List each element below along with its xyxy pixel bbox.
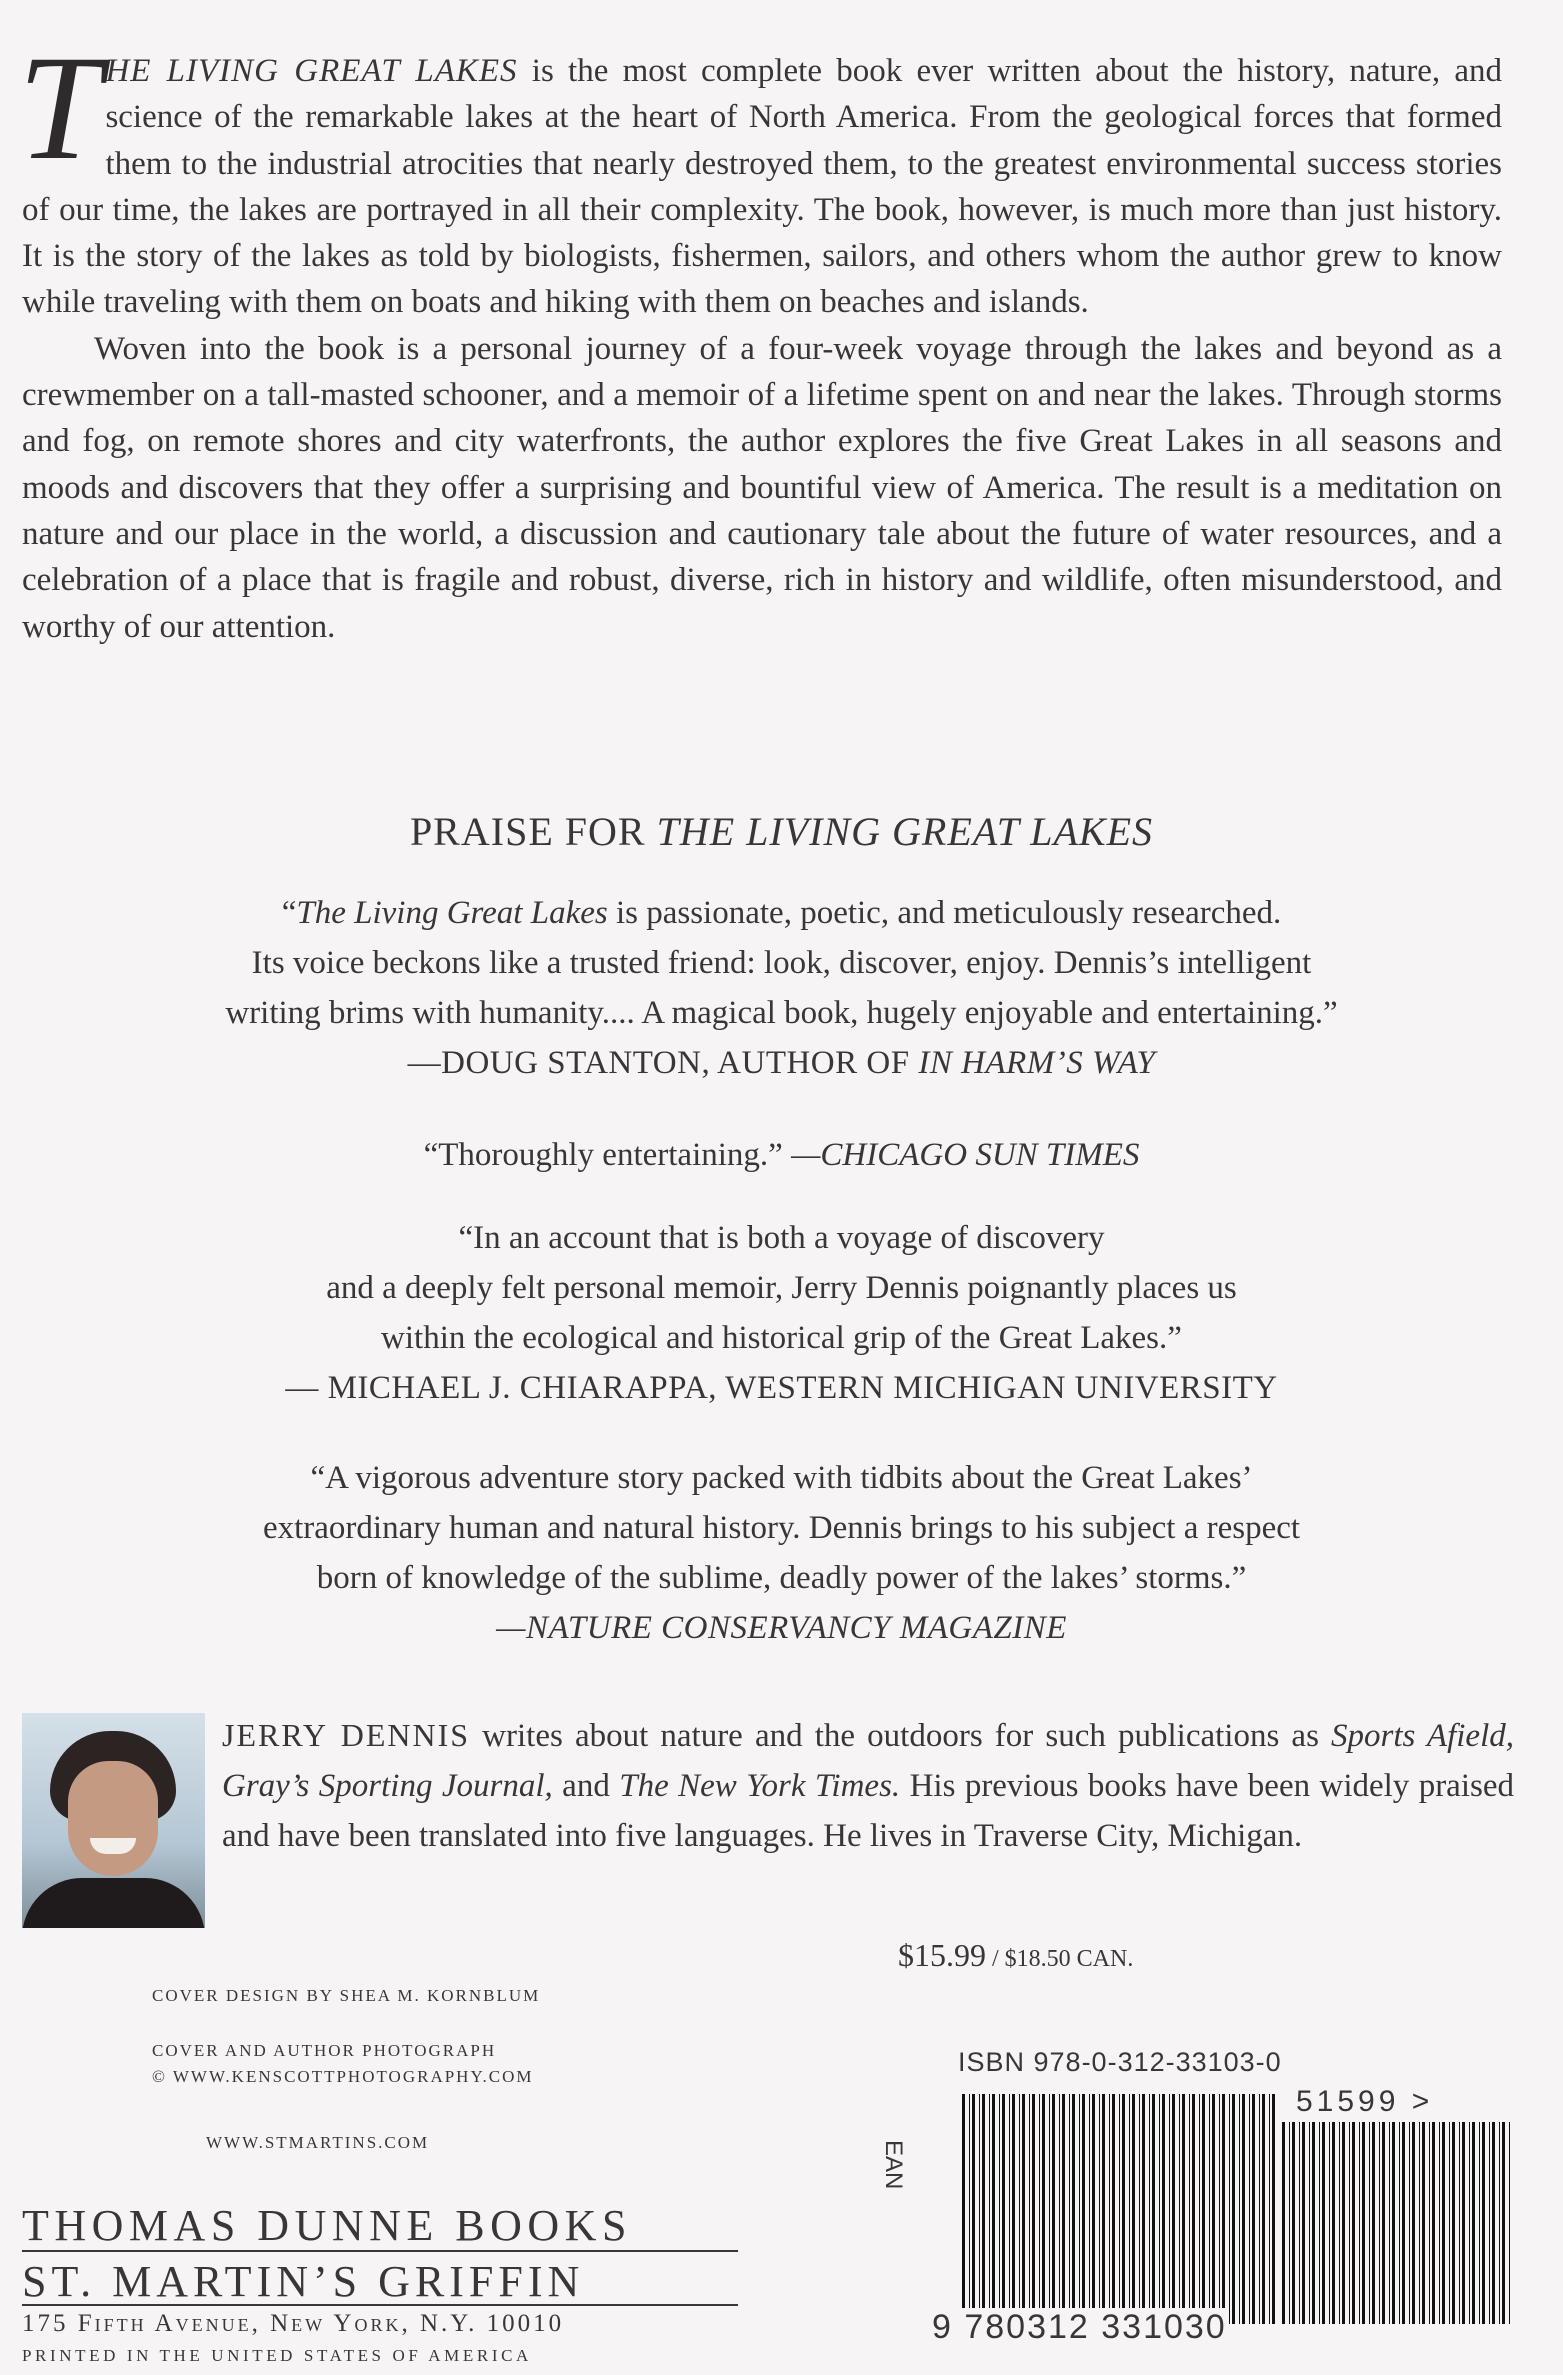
blurb-text-1: is the most complete book ever written about the history, nature, and science of the remarkable lakes at the heart of North America. From the geological forces that formed them to the industrial atrocities that nearly destroyed them, to the greatest environmental success stories of our time, the lakes are portrayed in all their complexity. The book, however, is much more than just history. It is the story of the lakes as told by biologists, fishermen, sailors, and others whom the author grew to know while traveling with them on boats and hiking with them on beaches and islands. [22,53,1502,321]
price-canada: $18.50 CAN. [1004,1946,1134,1972]
praise-heading-plain: PRAISE FOR [409,809,657,854]
description-blurb [18,25,1502,650]
author-name: JERRY DENNIS [222,1717,471,1753]
quote-attribution: — MICHAEL J. CHIARAPPA, WESTERN MICHIGAN UNIVERSITY [285,1370,1278,1406]
barcode-bar [1042,2094,1045,2324]
addon-digits: 51599 > [1296,2085,1434,2118]
barcode-bar [1009,2094,1010,2324]
barcode-bar [1129,2094,1130,2324]
quote-line: extraordinary human and natural history. Dennis brings to his subject a respect [262,1510,1301,1546]
barcode-bar [1459,2122,1460,2324]
barcode-bar [1142,2094,1145,2324]
photo-face [68,1761,158,1876]
quote-stanton [0,888,1563,1088]
barcode-bar [1339,2122,1340,2324]
barcode-bar [1249,2094,1250,2324]
blurb-paragraph-1 [18,25,1502,326]
barcode-bar [1482,2122,1485,2324]
bio-text: and [552,1768,620,1804]
ean-label: EAN [880,2140,907,2190]
praise-heading-title: THE LIVING GREAT LAKES [656,809,1154,854]
quote-chiarappa [0,1213,1563,1413]
barcode-bar [1272,2094,1275,2324]
barcode-bar [1439,2122,1440,2324]
barcode-bar [962,2094,965,2324]
barcode-bar [1429,2122,1430,2324]
cover-design-credit: COVER DESIGN BY SHEA M. KORNBLUM [152,1986,541,2005]
barcode-bar [1289,2122,1290,2324]
quote-line [0,1130,1563,1180]
barcode-bar [1449,2122,1450,2324]
barcode-bar [972,2094,975,2324]
barcode-bar [1299,2122,1300,2324]
barcode-bar [1219,2094,1220,2324]
barcode-bar [1382,2122,1385,2324]
barcode-bar [1022,2094,1025,2324]
quote-line: born of knowledge of the sublime, deadly power of the lakes’ storms.” [316,1560,1247,1596]
bio-text: writes about nature and the outdoors for such publications as [470,1718,1332,1754]
barcode-bar [1149,2094,1150,2324]
publisher-website: WWW.STMARTINS.COM [206,2133,430,2152]
barcode-bar [1489,2122,1490,2324]
barcode-bar [1262,2094,1265,2324]
quote-line: writing brims with humanity.... A magical book, hugely enjoyable and entertaining.” [225,995,1338,1031]
barcode-bar [1012,2094,1015,2324]
barcode-bar [1089,2094,1090,2324]
addon-barcode [1280,2122,1516,2324]
barcode-bar [1309,2122,1310,2324]
barcode-bar [999,2094,1000,2324]
barcode-bar [1069,2094,1070,2324]
barcode-bar [1152,2094,1155,2324]
barcode-bar [1399,2122,1400,2324]
bio-publications: Sports Afield, Gray’s Sporting Journal, [222,1718,1514,1804]
barcode-bar [1019,2094,1020,2324]
barcode-bar [1342,2122,1345,2324]
barcode-bar [1409,2122,1410,2324]
quote-attribution: —CHICAGO SUN TIMES [791,1137,1140,1173]
quote-open-mark: “ [281,895,297,931]
bio-publication-nyt: The New York Times. [619,1768,901,1804]
imprint-name: THOMAS DUNNE BOOKS [22,2201,632,2250]
barcode-bar [1079,2094,1080,2324]
barcode-bar [1492,2122,1495,2324]
ean-digits: 9 780312 331030 [932,2308,1227,2346]
quote-attribution [0,1038,1563,1088]
quote-line: “In an account that is both a voyage of discovery [458,1220,1105,1256]
barcode-bar [1242,2094,1245,2324]
ean-barcode [960,2094,1280,2324]
barcode-bar [1072,2094,1075,2324]
barcode-bar [1052,2094,1055,2324]
quote-nature-conservancy [0,1453,1563,1653]
barcode-bar [1302,2122,1305,2324]
barcode-bar [1422,2122,1425,2324]
quote-line: “A vigorous adventure story packed with tidbits about the Great Lakes’ [310,1460,1253,1496]
barcode-bar [1349,2122,1350,2324]
barcode-bar [1159,2094,1160,2324]
publisher-name: ST. MARTIN’S GRIFFIN [22,2257,585,2306]
barcode-bar [1259,2094,1260,2324]
barcode-bar [1092,2094,1095,2324]
photo-credit-line-1: COVER AND AUTHOR PHOTOGRAPH [152,2041,497,2060]
barcode-bar [1322,2122,1325,2324]
barcode-bar [1139,2094,1140,2324]
barcode-bar [969,2094,970,2324]
barcode-bar [1472,2122,1475,2324]
barcode-bar [1239,2094,1240,2324]
barcode-bar [1479,2122,1480,2324]
barcode-bar [1252,2094,1255,2324]
barcode-bar [1402,2122,1405,2324]
photo-shirt [22,1878,205,1928]
barcode-bar [1209,2094,1210,2324]
barcode-bar [1282,2122,1285,2324]
barcode-bar [1392,2122,1395,2324]
barcode-bar [1192,2094,1195,2324]
quote-text: “Thoroughly entertaining.” [423,1137,792,1173]
barcode-bar [1112,2094,1115,2324]
barcode-bar [1499,2122,1500,2324]
price-separator: / [986,1946,1005,1972]
barcode-bar [1452,2122,1455,2324]
attribution-text: —DOUG STANTON, AUTHOR OF [407,1045,919,1081]
printed-in-usa: PRINTED IN THE UNITED STATES OF AMERICA [22,2346,532,2365]
barcode-bar [1502,2122,1505,2324]
quote-line: and a deeply felt personal memoir, Jerry Dennis poignantly places us [326,1270,1237,1306]
barcode-bar [1359,2122,1360,2324]
barcode-bar [1462,2122,1465,2324]
barcode-bar [989,2094,990,2324]
blurb-paragraph-2: Woven into the book is a personal journey of a four-week voyage through the lakes and beyond as a crewmember on a tall-masted schooner, and a memoir of a lifetime spent on and near the lakes. Through storms and fog, on remote shores and city waterfronts, the author explores the five Great Lakes in all seasons and moods and discovers that they offer a surprising and bountiful view of America. The result is a meditation on nature and our place in the world, a discussion and cautionary tale about the future of water resources, and a celebration of a place that is fragile and robust, diverse, rich in history and wildlife, often misunderstood, and worthy of our attention. [22,330,1502,645]
barcode-bar [1119,2094,1120,2324]
barcode-bar [1102,2094,1105,2324]
barcode-bar [1362,2122,1365,2324]
barcode-bar [979,2094,980,2324]
barcode-bar [1109,2094,1110,2324]
barcode-bar [1229,2094,1230,2324]
barcode-bar [1049,2094,1050,2324]
quote-attribution: —NATURE CONSERVANCY MAGAZINE [496,1610,1067,1646]
barcode-bar [1509,2122,1510,2324]
barcode-bar [1222,2094,1225,2324]
barcode-bar [1099,2094,1100,2324]
barcode-bar [1292,2122,1295,2324]
barcode-bar [1332,2122,1335,2324]
quote-sun-times [0,1130,1563,1180]
barcode-bar [1122,2094,1125,2324]
barcode-bar [1372,2122,1375,2324]
barcode-bar [1379,2122,1380,2324]
barcode-bar [1059,2094,1060,2324]
price-us: $15.99 [898,1937,986,1973]
barcode-bar [1419,2122,1420,2324]
barcode-bar [1412,2122,1415,2324]
isbn-text: ISBN 978-0-312-33103-0 [958,2047,1282,2077]
barcode-bar [1312,2122,1315,2324]
barcode-bar [1469,2122,1470,2324]
barcode-bar [1389,2122,1390,2324]
barcode-bar [1369,2122,1370,2324]
author-bio [222,1710,1514,1861]
attribution-title: IN HARM’S WAY [918,1045,1156,1081]
barcode-bar [1352,2122,1355,2324]
barcode-bar [1212,2094,1215,2324]
quote-text: is passionate, poetic, and meticulously researched. [607,895,1282,931]
barcode-bar [1032,2094,1035,2324]
barcode-bar [1329,2122,1330,2324]
barcode-bar [1319,2122,1320,2324]
barcode-bar [1062,2094,1065,2324]
barcode-bar [1442,2122,1445,2324]
author-photo [22,1713,205,1928]
barcode-bar [992,2094,995,2324]
book-title-inline: HE LIVING GREAT LAKES [105,53,518,89]
barcode-bar [1172,2094,1175,2324]
quote-line: Its voice beckons like a trusted friend: look, discover, enjoy. Dennis’s intelligent [251,945,1312,981]
quote-line: within the ecological and historical grip of the Great Lakes.” [381,1320,1182,1356]
barcode-bar [1029,2094,1030,2324]
publisher-address: 175 Fifth Avenue, New York, N.Y. 10010 [22,2310,565,2337]
quote-book-title: The Living Great Lakes [296,895,608,931]
barcode-bar [1002,2094,1005,2324]
price [898,1937,1133,1974]
barcode-bar [1082,2094,1085,2324]
barcode-bar [1162,2094,1165,2324]
drop-cap: T [18,25,102,191]
barcode-bar [1232,2094,1235,2324]
barcode-bar [1202,2094,1205,2324]
barcode-bar [1199,2094,1200,2324]
praise-heading [0,808,1563,855]
barcode-bar [1132,2094,1135,2324]
quote-line [0,888,1563,938]
barcode-bar [1189,2094,1190,2324]
barcode-bar [1169,2094,1170,2324]
barcode-bar [1182,2094,1185,2324]
barcode-bar [1432,2122,1435,2324]
barcode-bar [1039,2094,1040,2324]
barcode-bar [982,2094,985,2324]
photo-credit-line-2: © WWW.KENSCOTTPHOTOGRAPHY.COM [152,2067,534,2086]
barcode-bar [1269,2094,1270,2324]
bio-text: His previous books have been widely praised and have been translated into five languages. He lives in Traverse City, Michigan. [222,1768,1514,1854]
barcode-bar [1179,2094,1180,2324]
